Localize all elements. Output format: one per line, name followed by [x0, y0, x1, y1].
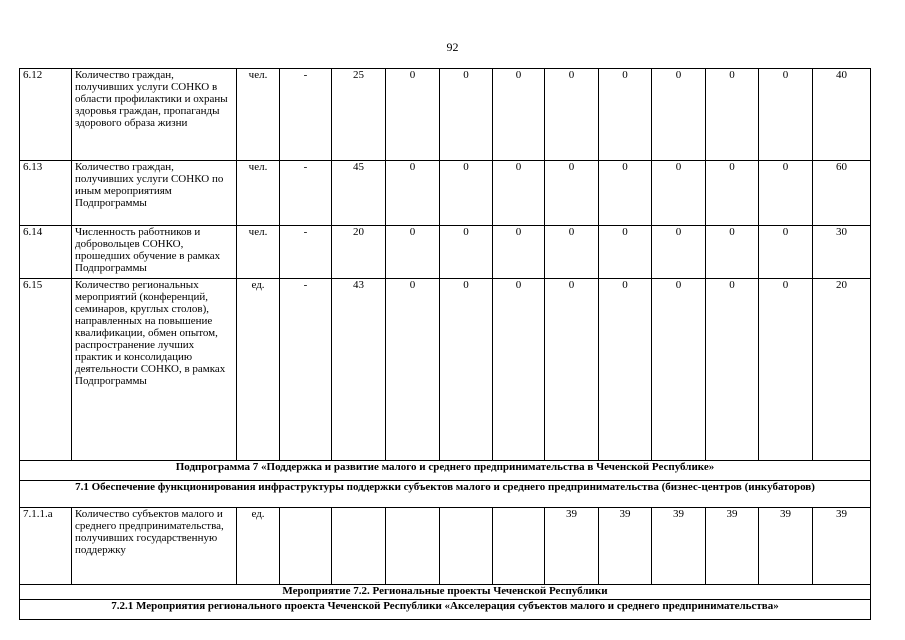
value-cell: 0 — [386, 161, 440, 226]
value-cell: 39 — [706, 508, 759, 585]
value-cell: 25 — [332, 69, 386, 161]
unit-cell: чел. — [237, 226, 280, 279]
value-cell: 60 — [813, 161, 871, 226]
value-cell: - — [280, 161, 332, 226]
value-cell — [493, 508, 545, 585]
value-cell — [332, 508, 386, 585]
value-cell — [386, 508, 440, 585]
row-code: 6.13 — [20, 161, 72, 226]
value-cell: 0 — [599, 69, 652, 161]
value-cell: - — [280, 69, 332, 161]
value-cell — [280, 508, 332, 585]
indicators-table — [19, 68, 871, 620]
table-row — [20, 161, 871, 226]
unit-cell: ед. — [237, 508, 280, 585]
unit-cell: ед. — [237, 279, 280, 461]
value-cell: 39 — [813, 508, 871, 585]
value-cell: 0 — [652, 69, 706, 161]
table-row — [20, 69, 871, 161]
table-row — [20, 226, 871, 279]
value-cell: 0 — [386, 226, 440, 279]
value-cell: 0 — [759, 279, 813, 461]
value-cell: 20 — [813, 279, 871, 461]
value-cell: 0 — [599, 161, 652, 226]
value-cell: 0 — [440, 279, 493, 461]
indicator-name: Количество граждан, получивших услуги СОНКО в области профилактики и охраны здоровья граждан, пропаганды здорового образа жизни — [72, 69, 237, 161]
value-cell: 30 — [813, 226, 871, 279]
section-7-1-heading: 7.1 Обеспечение функционирования инфраструктуры поддержки субъектов малого и среднего предпринимательства (бизнес-центров (инкубаторов) — [20, 481, 871, 508]
value-cell: 0 — [493, 161, 545, 226]
row-code: 6.14 — [20, 226, 72, 279]
row-code: 6.15 — [20, 279, 72, 461]
value-cell: 0 — [545, 69, 599, 161]
value-cell: 0 — [759, 69, 813, 161]
value-cell: 0 — [652, 226, 706, 279]
indicator-name: Количество региональных мероприятий (конференций, семинаров, круглых столов), направленных на повышение квалификации, обмен опытом, распространение лучших практик и консолидацию деятельности СОНКО, в рамках Подпрограммы — [72, 279, 237, 461]
section-7-2-heading: Мероприятие 7.2. Региональные проекты Чеченской Республики — [20, 585, 871, 600]
value-cell: 0 — [440, 226, 493, 279]
value-cell: 45 — [332, 161, 386, 226]
value-cell: 0 — [493, 279, 545, 461]
table-row — [20, 508, 871, 585]
value-cell: 43 — [332, 279, 386, 461]
indicator-name: Количество субъектов малого и среднего предпринимательства, получивших государственную поддержку — [72, 508, 237, 585]
value-cell: 0 — [759, 226, 813, 279]
value-cell: 39 — [545, 508, 599, 585]
value-cell: 39 — [599, 508, 652, 585]
value-cell: 0 — [706, 279, 759, 461]
value-cell: 0 — [652, 279, 706, 461]
value-cell: 0 — [545, 161, 599, 226]
value-cell: 0 — [493, 69, 545, 161]
unit-cell: чел. — [237, 69, 280, 161]
row-code: 6.12 — [20, 69, 72, 161]
subprogram-7-heading: Подпрограмма 7 «Поддержка и развитие малого и среднего предпринимательства в Чеченской Республике» — [20, 461, 871, 481]
value-cell: 39 — [652, 508, 706, 585]
value-cell: 0 — [386, 279, 440, 461]
value-cell: 39 — [759, 508, 813, 585]
unit-cell: чел. — [237, 161, 280, 226]
table-row — [20, 279, 871, 461]
value-cell: 0 — [545, 279, 599, 461]
value-cell: 0 — [706, 69, 759, 161]
value-cell: 0 — [440, 69, 493, 161]
value-cell: 0 — [493, 226, 545, 279]
section-row — [20, 461, 871, 481]
value-cell: 0 — [759, 161, 813, 226]
value-cell: 0 — [545, 226, 599, 279]
value-cell: 0 — [440, 161, 493, 226]
section-row — [20, 481, 871, 508]
value-cell: 0 — [386, 69, 440, 161]
section-7-2-1-heading: 7.2.1 Мероприятия регионального проекта Чеченской Республики «Акселерация субъектов малого и среднего предпринимательства» — [20, 600, 871, 620]
value-cell: 40 — [813, 69, 871, 161]
value-cell: 0 — [706, 161, 759, 226]
value-cell — [440, 508, 493, 585]
value-cell: 0 — [652, 161, 706, 226]
section-row — [20, 585, 871, 600]
value-cell: - — [280, 226, 332, 279]
value-cell: 0 — [599, 226, 652, 279]
value-cell: 0 — [706, 226, 759, 279]
indicator-name: Количество граждан, получивших услуги СОНКО по иным мероприятиям Подпрограммы — [72, 161, 237, 226]
value-cell: 0 — [599, 279, 652, 461]
value-cell: 20 — [332, 226, 386, 279]
indicator-name: Численность работников и добровольцев СОНКО, прошедших обучение в рамках Подпрограммы — [72, 226, 237, 279]
section-row — [20, 600, 871, 620]
value-cell: - — [280, 279, 332, 461]
page-number: 92 — [446, 40, 459, 54]
row-code: 7.1.1.а — [20, 508, 72, 585]
